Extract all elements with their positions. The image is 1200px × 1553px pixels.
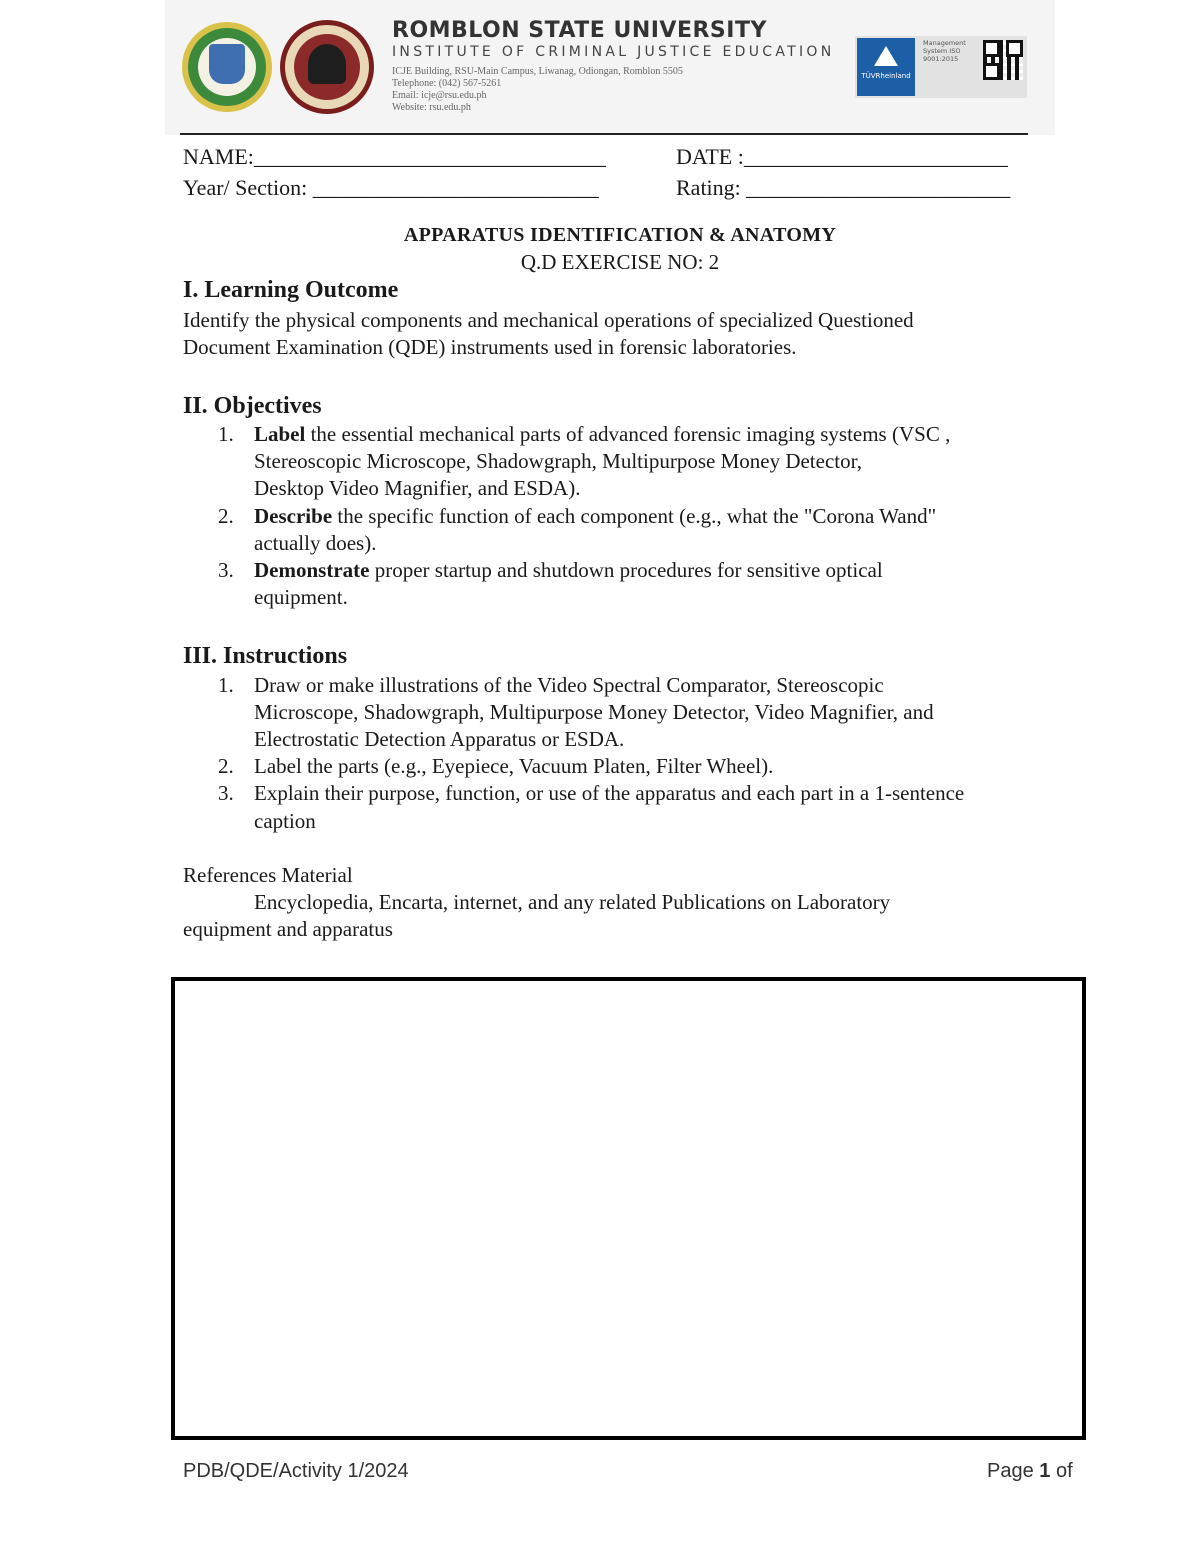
instruction-text-line: Explain their purpose, function, or use of the apparatus and each part in a 1-sentence [254, 781, 965, 805]
page-prefix: Page [987, 1460, 1040, 1482]
tuv-logo-icon [857, 38, 915, 96]
university-name: ROMBLON STATE UNIVERSITY [392, 18, 767, 43]
email-line: Email: icje@rsu.edu.ph [392, 90, 487, 101]
objective-item [254, 504, 936, 529]
objective-item [254, 422, 950, 447]
date-field-label: DATE :________________________ [676, 144, 1008, 169]
objective-text: proper startup and shutdown procedures for sensitive optical [369, 558, 883, 582]
section-heading-instructions: III. Instructions [183, 643, 348, 669]
year-section-field-label: Year/ Section: __________________________ [183, 175, 599, 200]
learning-outcome-line: Document Examination (QDE) instruments used in forensic laboratories. [183, 335, 797, 359]
exercise-number: Q.D EXERCISE NO: 2 [520, 250, 720, 274]
references-line: Encyclopedia, Encarta, internet, and any related Publications on Laboratory [254, 890, 891, 914]
objective-keyword: Label [254, 422, 306, 446]
objective-keyword: Demonstrate [254, 558, 370, 582]
references-line: equipment and apparatus [183, 917, 393, 941]
university-seal-logo [182, 22, 272, 112]
institute-seal-logo [280, 20, 374, 114]
instruction-text-line: Label the parts (e.g., Eyepiece, Vacuum Platen, Filter Wheel). [254, 754, 774, 778]
name-field-label: NAME:________________________________ [183, 144, 606, 169]
instruction-text-line: caption [254, 809, 316, 833]
objective-number: 1. [218, 422, 234, 446]
instruction-number: 3. [218, 781, 234, 805]
objective-text-line: equipment. [254, 585, 348, 609]
objective-number: 3. [218, 558, 234, 582]
instruction-text-line: Electrostatic Detection Apparatus or ESDA. [254, 727, 625, 751]
objective-text-line: Desktop Video Magnifier, and ESDA). [254, 476, 581, 500]
objective-text-line: Stereoscopic Microscope, Shadowgraph, Multipurpose Money Detector, [254, 449, 863, 473]
instruction-text-line: Draw or make illustrations of the Video Spectral Comparator, Stereoscopic [254, 673, 884, 697]
objective-text-line: actually does). [254, 531, 377, 555]
references-heading: References Material [183, 863, 353, 887]
section-heading-objectives: II. Objectives [183, 393, 322, 419]
page-suffix: of [1050, 1460, 1073, 1482]
drawing-area-box[interactable] [171, 977, 1086, 1440]
instruction-number: 2. [218, 754, 234, 778]
letterhead [165, 0, 1055, 135]
rating-field-label: Rating: ________________________ [676, 175, 1011, 200]
instruction-text-line: Microscope, Shadowgraph, Multipurpose Money Detector, Video Magnifier, and [254, 700, 934, 724]
qr-code-icon [983, 40, 1023, 80]
activity-title: APPARATUS IDENTIFICATION & ANATOMY [403, 224, 837, 246]
document-code: PDB/QDE/Activity 1/2024 [183, 1460, 409, 1482]
header-divider [180, 133, 1028, 135]
page-number [987, 1460, 1073, 1483]
objective-keyword: Describe [254, 504, 333, 528]
instruction-number: 1. [218, 673, 234, 697]
tuv-label: TÜVRheinland [861, 72, 911, 80]
website-line: Website: rsu.edu.ph [392, 102, 471, 113]
objective-text: the essential mechanical parts of advanced forensic imaging systems (VSC , [305, 422, 951, 446]
objective-number: 2. [218, 504, 234, 528]
page-number-value: 1 [1039, 1460, 1051, 1482]
certification-badge [855, 36, 1027, 98]
address-line: ICJE Building, RSU-Main Campus, Liwanag, Odiongan, Romblon 5505 [392, 66, 683, 77]
certification-text: Management System ISO 9001:2015 [923, 39, 966, 63]
objective-text: the specific function of each component (e.g., what the "Corona Wand" [332, 504, 937, 528]
institute-name: INSTITUTE OF CRIMINAL JUSTICE EDUCATION [392, 44, 835, 60]
section-heading-learning-outcome: I. Learning Outcome [183, 277, 399, 303]
objective-item [254, 558, 883, 583]
learning-outcome-line: Identify the physical components and mechanical operations of specialized Questioned [183, 308, 914, 332]
telephone-line: Telephone: (042) 567-5261 [392, 78, 502, 89]
